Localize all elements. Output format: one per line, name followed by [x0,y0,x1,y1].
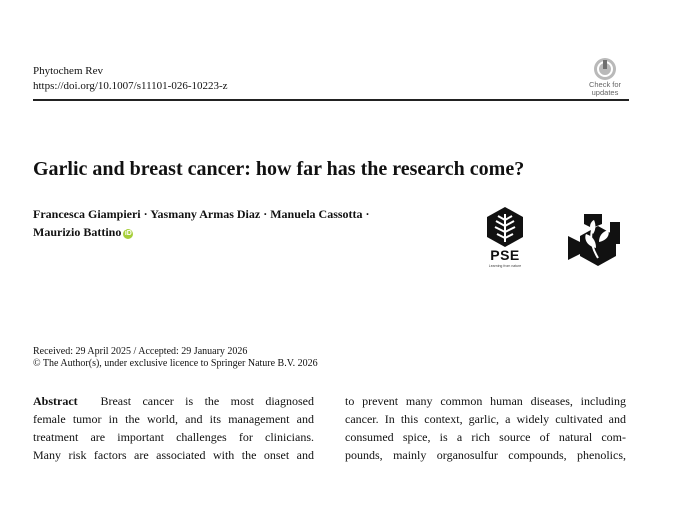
authors-line-1: Francesca Giampieri · Yasmany Armas Diaz · Manuela Cassotta · [33,207,370,221]
flask-leaf-icon [562,208,626,272]
copyright-notice: © The Author(s), under exclusive licence to Springer Nature B.V. 2026 [33,358,318,369]
abstract-column-left [33,392,314,464]
doi-link[interactable]: https://doi.org/10.1007/s11101-026-10223-z [33,80,228,92]
pse-tagline: Learning from nature [488,264,522,268]
header-divider [33,99,629,101]
check-for-updates-icon [594,58,616,80]
abstract-column-right [345,392,626,464]
abstract-line: Many risk factors are associated with the onset and [33,448,314,462]
abstract-line: female tumor in the world, and its management and [33,412,314,426]
received-accepted-dates: Received: 29 April 2025 / Accepted: 29 January 2026 [33,346,248,357]
author-name: Maurizio Battino [33,225,122,239]
abstract-first-line [33,392,314,410]
abstract-line: to prevent many common human diseases, including [345,394,626,408]
phytochemistry-logo [562,208,626,272]
authors-line-2 [33,225,133,240]
check-for-updates-label: Check for updates [588,80,622,97]
abstract-line: consumed spice, is a rich source of natural com- [345,430,626,444]
check-for-updates-badge[interactable] [588,58,622,98]
abstract-line: pounds, mainly organosulfur compounds, phenolics, [345,448,626,462]
abstract-label: Abstract [33,394,78,408]
abstract-line: cancer. In this context, garlic, a widely cultivated and [345,412,626,426]
pse-label: PSE [490,247,520,263]
article-title: Garlic and breast cancer: how far has the research come? [33,158,525,180]
abstract-first-text: Breast cancer is the most diagnosed [100,394,314,408]
abstract-line: treatment are important challenges for clinicians. [33,430,314,444]
journal-name: Phytochem Rev [33,65,103,77]
orcid-icon[interactable]: iD [124,230,132,237]
pse-logo [482,206,528,270]
pse-leaf-icon [482,206,528,248]
